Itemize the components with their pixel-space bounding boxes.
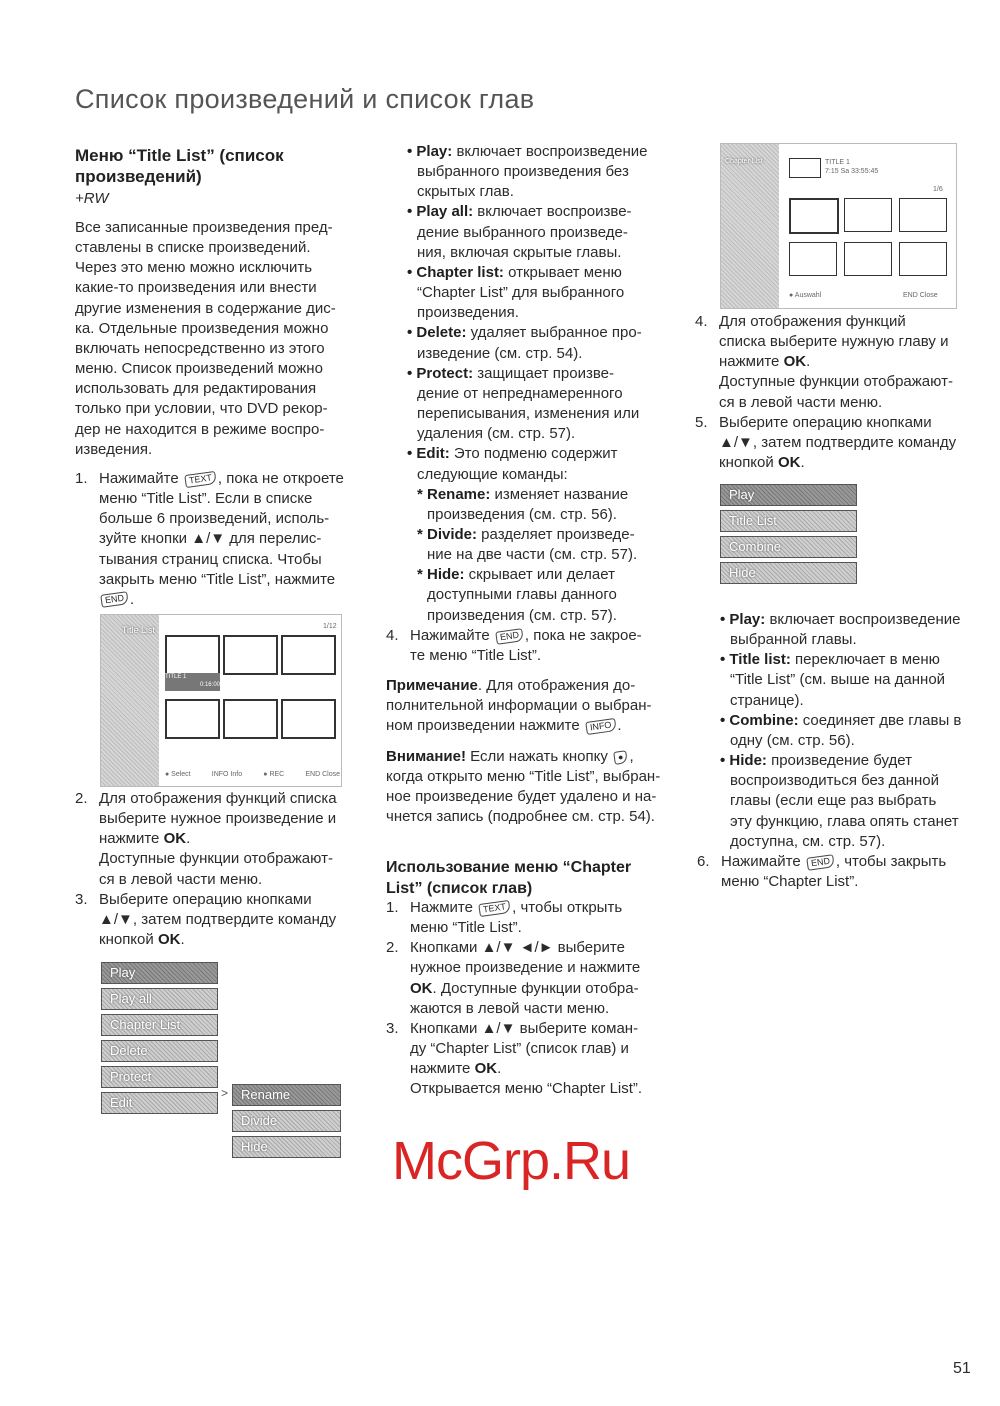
text-line: доступными главы данного	[427, 586, 617, 604]
text-line: изведения.	[75, 440, 153, 458]
chapter-steps-4-5	[695, 312, 956, 473]
text-line: • Delete: удаляет выбранное про-	[407, 324, 642, 342]
text-line: ка. Отдельные произведения можно	[75, 319, 329, 337]
bullet-item	[407, 323, 647, 363]
screenshot-side-title: Chapter List	[725, 158, 763, 165]
text-line: • Play all: включает воспроизве-	[407, 203, 632, 221]
menu-item-rename[interactable]: Rename	[232, 1084, 341, 1106]
text-line: одну (см. стр. 56).	[730, 731, 855, 749]
screenshot-side-title: Title List	[121, 625, 155, 635]
thumbnail-trees	[223, 635, 278, 675]
menu-item-hide[interactable]: Hide	[720, 562, 857, 584]
menu-item-play-all[interactable]: Play all	[101, 988, 218, 1010]
edit-sub-bullets	[407, 485, 647, 626]
text-line: кнопкой OK.	[719, 454, 805, 472]
bullet-item	[417, 565, 647, 625]
section-heading-title-list	[75, 145, 284, 187]
bullet-item	[407, 263, 647, 323]
text-line: * Divide: разделяет произведе-	[417, 525, 635, 543]
footer-select: ● Auswahl	[789, 292, 822, 299]
watermark-logo: McGrp.Ru	[392, 1131, 631, 1191]
thumbnail-car	[165, 699, 220, 739]
menu-item-protect[interactable]: Protect	[101, 1066, 218, 1088]
text-line: ставлены в списке произведений.	[75, 239, 311, 257]
text-line: чнется запись (подробнее см. стр. 54).	[386, 808, 655, 826]
text-line: выбранного произведения без	[417, 163, 629, 181]
step-number: 1.	[75, 470, 88, 487]
warning-paragraph	[386, 747, 660, 828]
rec-button-icon: ●	[613, 750, 628, 765]
chapter-list-steps	[386, 898, 642, 1100]
text-line: больше 6 произведений, исполь-	[99, 510, 330, 528]
heading-line: List” (список глав)	[386, 880, 533, 897]
note-paragraph	[386, 676, 652, 736]
text-line: изведение (см. стр. 54).	[417, 344, 583, 362]
text-line: ▲/▼, затем подтвердите команду	[99, 911, 337, 929]
text-line: “Chapter List” для выбранного	[417, 284, 625, 302]
footer-close: END Close	[305, 771, 340, 778]
text-line: • Edit: Это подменю содержит	[407, 445, 618, 463]
text-line: дер не находится в режиме воспро-	[75, 420, 325, 438]
heading-line: Использование меню “Chapter	[386, 859, 632, 876]
bold-term: OK	[474, 1060, 498, 1078]
text-line: дение выбранного произведе-	[417, 223, 628, 241]
page-title: Список произведений и список глав	[75, 84, 535, 114]
selected-title-time: 0:16:00	[199, 682, 220, 688]
bullet-item	[407, 202, 647, 262]
bold-term: • Play all:	[407, 203, 474, 221]
menu-item-play[interactable]: Play	[720, 484, 857, 506]
step-text	[719, 413, 956, 473]
chapter-list-screenshot	[720, 143, 957, 309]
text-line: Все записанные произведения пред-	[75, 219, 333, 236]
bold-term: OK	[163, 830, 187, 848]
bold-term: * Rename:	[417, 485, 491, 503]
edit-submenu	[232, 1084, 341, 1162]
chapter-thumbnail	[899, 242, 947, 276]
intro-paragraph	[75, 218, 336, 460]
chapter-thumbnail	[789, 242, 837, 276]
title-list-functions	[407, 142, 647, 626]
bold-term: OK	[777, 454, 801, 472]
text-line: включать непосредственно из этого	[75, 339, 325, 357]
numbered-step	[695, 413, 956, 473]
chapter-thumbnail	[899, 198, 947, 232]
menu-item-chapter-list[interactable]: Chapter List	[101, 1014, 218, 1036]
step-number: 1.	[386, 899, 399, 916]
text-line: выбранной главы.	[730, 631, 857, 649]
step-text	[721, 852, 946, 892]
step-number: 2.	[386, 939, 399, 957]
text-line: произведения (см. стр. 56).	[427, 505, 617, 523]
text-line: END .	[99, 590, 344, 610]
text-line: • Title list: переключает в меню	[720, 651, 940, 669]
menu-item-title-list[interactable]: Title List	[720, 510, 857, 532]
text-line: • Combine: соединяет две главы в	[720, 711, 962, 729]
text-line: Доступные функции отображают-	[99, 850, 333, 868]
chapter-thumbnail	[844, 242, 892, 276]
bold-term: OK	[410, 979, 433, 997]
text-line: выберите нужное произведение и	[99, 810, 337, 828]
text-line: удаления (см. стр. 57).	[417, 425, 576, 443]
text-line: закрыть меню “Title List”, нажмите	[99, 570, 336, 588]
text-line: меню. Список произведений можно	[75, 360, 323, 378]
text-line: скрытых глав.	[417, 183, 514, 201]
text-line: когда открыто меню “Title List”, выбран-	[386, 768, 661, 786]
current-title-name: TITLE 1	[825, 159, 850, 166]
step-text	[99, 890, 336, 950]
step-text	[99, 469, 344, 610]
numbered-step	[75, 789, 337, 890]
text-line: использовать для редактирования	[75, 380, 317, 398]
text-line: нажмите OK.	[99, 830, 191, 848]
numbered-step	[697, 852, 946, 892]
current-title-thumbnail	[789, 158, 821, 178]
step-number: 5.	[695, 413, 708, 431]
screenshot-page-indicator: 1/6	[933, 186, 943, 193]
text-line: произведения.	[417, 304, 519, 322]
bold-term: OK	[157, 931, 181, 949]
screenshot-sidebar	[101, 615, 159, 786]
step-text	[99, 789, 337, 890]
bold-term: • Play:	[407, 143, 453, 160]
numbered-step	[386, 1019, 642, 1100]
text-line: ▲/▼, затем подтвердите команду	[719, 433, 957, 451]
step-number: 3.	[75, 891, 88, 908]
selected-title-name: TITLE 1	[165, 674, 187, 680]
bullet-item	[720, 650, 961, 710]
chapter-functions	[720, 610, 961, 852]
footer-info: INFO Info	[211, 771, 243, 778]
text-line: * Rename: изменяет название	[417, 485, 629, 503]
bold-term: • Edit:	[407, 445, 450, 463]
title-list-menu	[101, 962, 218, 1118]
step-3	[75, 890, 336, 950]
bullet-item	[407, 444, 647, 484]
bullet-item	[417, 485, 647, 525]
chapter-list-menu	[720, 484, 857, 588]
text-line: Нажимайте END , чтобы закрыть	[721, 853, 947, 870]
step-2	[75, 789, 337, 890]
text-line: нажмите OK.	[719, 353, 811, 371]
bullet-item	[407, 142, 647, 202]
text-line: нажмите OK.	[410, 1060, 502, 1078]
text-line: дение от непреднамеренного	[417, 384, 623, 402]
bold-term: • Title list:	[720, 651, 791, 669]
step-number: 6.	[697, 853, 710, 870]
text-line: произведения (см. стр. 57).	[427, 606, 617, 624]
screenshot-sidebar	[721, 144, 779, 308]
bold-term: • Play:	[720, 611, 766, 628]
section-heading-chapter-list	[386, 857, 631, 899]
text-line: воспроизводиться без данной	[730, 772, 939, 790]
bold-term: * Hide:	[417, 566, 465, 584]
step-number: 4.	[386, 627, 399, 644]
chapter-thumbnail	[789, 198, 839, 234]
text-line: какие-то произведения или внести	[75, 279, 317, 297]
step-6	[697, 852, 946, 892]
text-line: • Chapter list: открывает меню	[407, 263, 622, 281]
text-line: только при условии, что DVD рекор-	[75, 400, 328, 418]
step-text	[410, 938, 640, 1019]
bold-term: Внимание!	[386, 748, 466, 765]
text-line: ние на две части (см. стр. 57).	[427, 546, 638, 564]
chapter-thumbnail	[844, 198, 892, 232]
bold-term: • Combine:	[720, 711, 799, 729]
menu-item-delete[interactable]: Delete	[101, 1040, 218, 1062]
text-line: доступна, см. стр. 57).	[730, 832, 886, 850]
text-line: Кнопками ▲/▼ выберите коман-	[410, 1019, 639, 1037]
bullet-item	[720, 711, 961, 751]
text-line: OK. Доступные функции отобра-	[410, 979, 639, 997]
text-line: • Play: включает воспроизведение	[720, 611, 961, 628]
selected-title-info	[165, 673, 220, 691]
text-line: жаются в левой части меню.	[410, 999, 610, 1017]
numbered-step	[75, 469, 344, 610]
text-button-icon: TEXT	[478, 899, 511, 916]
text-line: нужное произведение и нажмите	[410, 959, 641, 977]
bold-term: Примечание	[386, 677, 478, 694]
step-text	[410, 898, 622, 938]
text-line: • Hide: произведение будет	[720, 752, 912, 770]
bullet-item	[417, 525, 647, 565]
bullet-item	[407, 364, 647, 445]
numbered-step	[386, 938, 642, 1019]
text-line: ное произведение будет удалено и на-	[386, 788, 657, 806]
text-line: тывания страниц списка. Чтобы	[99, 550, 322, 568]
step-text	[719, 312, 953, 413]
step-text	[410, 626, 642, 666]
step-number: 2.	[75, 790, 88, 807]
text-line: полнительной информации о выбран-	[386, 697, 652, 715]
text-line: меню “Title List”. Если в списке	[99, 490, 313, 508]
text-button-icon: TEXT	[184, 470, 217, 487]
text-line: другие изменения в содержание дис-	[75, 299, 336, 317]
thumbnail-dog	[281, 699, 336, 739]
bullet-item	[720, 751, 961, 852]
screenshot-footer	[165, 771, 340, 778]
text-line: Выберите операцию кнопками	[99, 891, 312, 908]
heading-line: произведений)	[75, 167, 202, 186]
numbered-step	[695, 312, 956, 413]
step-number: 3.	[386, 1019, 399, 1037]
text-line: ду “Chapter List” (список глав) и	[410, 1040, 629, 1058]
footer-rec: ● REC	[263, 771, 285, 778]
current-title	[825, 158, 878, 176]
text-line: Выберите операцию кнопками	[719, 413, 932, 431]
text-line: Для отображения функций	[719, 313, 906, 330]
end-button-icon: END	[495, 628, 524, 645]
numbered-step	[386, 626, 642, 666]
current-title-info: 7:15 Sa 33:55:45	[825, 168, 879, 175]
end-button-icon: END	[806, 854, 835, 871]
bold-term: • Protect:	[407, 364, 474, 382]
thumbnail-shuttle	[223, 699, 278, 739]
bold-term: • Delete:	[407, 324, 467, 342]
text-line: ся в левой части меню.	[719, 393, 883, 411]
title-list-screenshot	[100, 614, 342, 787]
text-line: кнопкой OK.	[99, 931, 185, 949]
function-bullets	[407, 142, 647, 485]
footer-select: ● Select	[165, 771, 191, 778]
text-line: зуйте кнопки ▲/▼ для перелис-	[99, 530, 322, 548]
end-button-icon: END	[100, 592, 129, 609]
screenshot-page-indicator: 1/12	[323, 623, 337, 630]
text-line: * Hide: скрывает или делает	[417, 566, 615, 584]
edit-submenu-arrow: >	[221, 1086, 229, 1100]
menu-item-combine[interactable]: Combine	[720, 536, 857, 558]
text-line: главы (если еще раз выбрать	[730, 792, 937, 810]
text-line: меню “Title List”.	[410, 919, 522, 937]
step-4	[386, 626, 642, 666]
footer-close: END Close	[903, 292, 938, 299]
numbered-step	[386, 898, 642, 938]
bullet-item	[720, 610, 961, 650]
bold-term: • Hide:	[720, 752, 767, 770]
text-line: Доступные функции отображают-	[719, 373, 953, 391]
menu-item-divide[interactable]: Divide	[232, 1110, 341, 1132]
info-button-icon: INFO	[585, 718, 616, 735]
text-line: ся в левой части меню.	[99, 870, 263, 888]
text-line: Примечание. Для отображения до-	[386, 677, 636, 694]
thumbnail-figure	[281, 635, 336, 675]
step-text	[410, 1019, 642, 1100]
text-line: эту функцию, глава опять станет	[730, 812, 959, 830]
text-line: Внимание! Если нажать кнопку ● ,	[386, 748, 634, 765]
numbered-step	[75, 890, 336, 950]
bold-term: * Divide:	[417, 525, 478, 543]
thumbnail-rose	[165, 635, 220, 675]
text-line: переписывания, изменения или	[417, 405, 640, 423]
text-line: Нажимайте END , пока не закрое-	[410, 627, 642, 644]
heading-line: Меню “Title List” (список	[75, 146, 284, 165]
text-line: те меню “Title List”.	[410, 647, 542, 665]
text-line: “Title List” (см. выше на данной	[730, 671, 946, 689]
text-line: Кнопками ▲/▼ ◄/► выберите	[410, 939, 625, 957]
text-line: • Play: включает воспроизведение	[407, 143, 648, 160]
step-1	[75, 469, 344, 610]
menu-item-play[interactable]: Play	[101, 962, 218, 984]
text-line: списка выберите нужную главу и	[719, 333, 949, 351]
text-line: следующие команды:	[417, 465, 568, 483]
text-line: ния, включая скрытые главы.	[417, 243, 622, 261]
text-line: ном произведении нажмите INFO .	[386, 717, 622, 735]
text-line: Нажимайте TEXT , пока не откроете	[99, 470, 344, 487]
step-number: 4.	[695, 313, 708, 330]
menu-item-edit[interactable]: Edit	[101, 1092, 218, 1114]
text-line: • Protect: защищает произве-	[407, 364, 614, 382]
format-label: +RW	[75, 190, 109, 207]
bold-term: • Chapter list:	[407, 263, 504, 281]
text-line: Через это меню можно исключить	[75, 259, 313, 277]
text-line: Нажмите TEXT , чтобы открыть	[410, 899, 623, 916]
text-line: меню “Chapter List”.	[721, 873, 859, 891]
bold-term: OK	[783, 353, 807, 371]
text-line: Открывается меню “Chapter List”.	[410, 1080, 643, 1098]
menu-item-hide[interactable]: Hide	[232, 1136, 341, 1158]
page-number: 51	[953, 1360, 971, 1377]
text-line: странице).	[730, 691, 804, 709]
text-line: Для отображения функций списка	[99, 790, 337, 807]
